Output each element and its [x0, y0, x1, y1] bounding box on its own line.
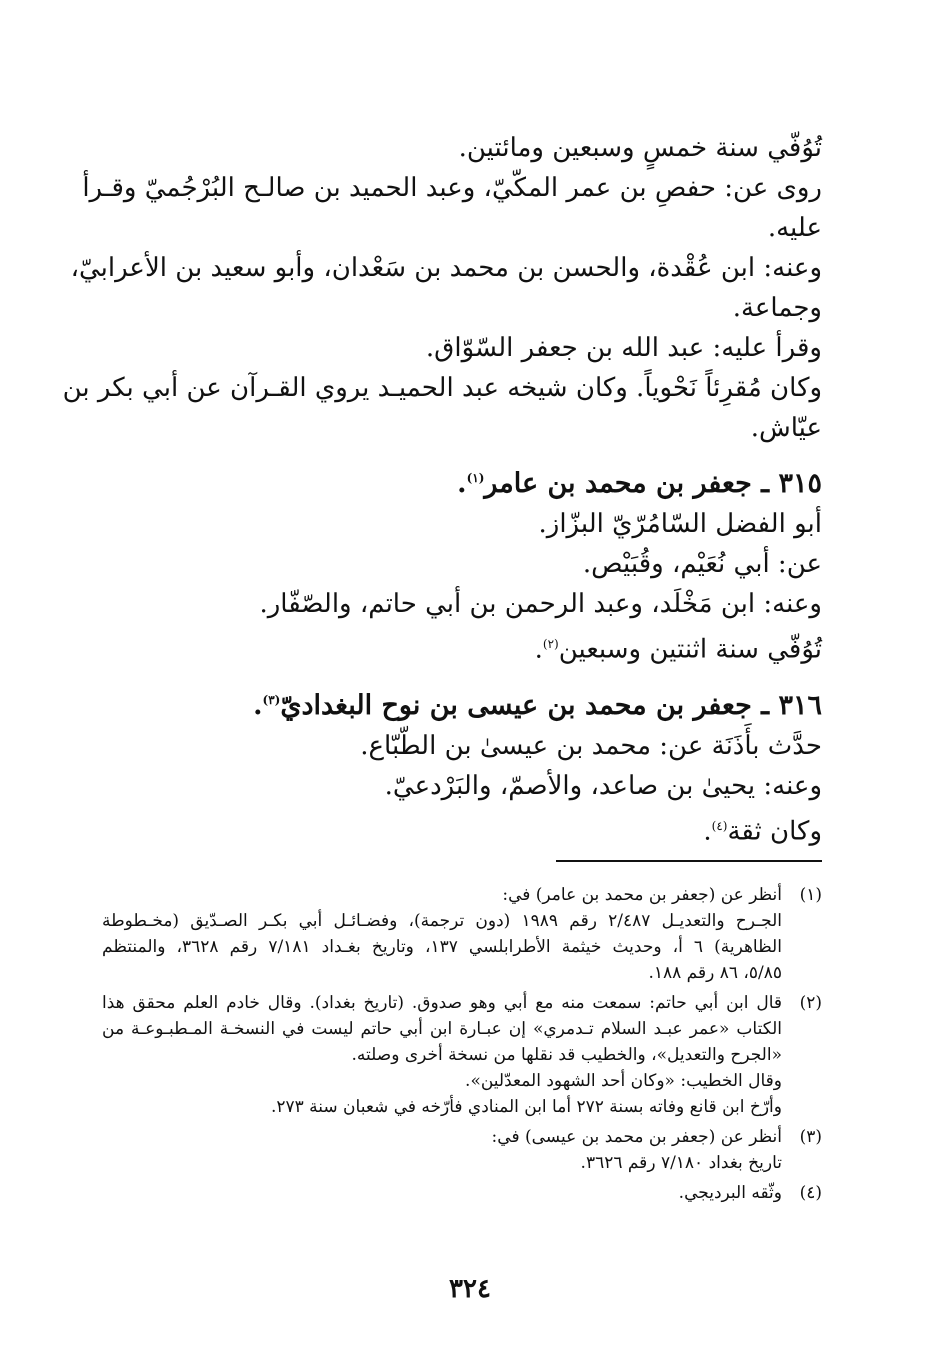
entry-title: ٣١٦ ـ جعفر بن محمد بن عيسى بن نوح البغداديّ: [280, 689, 822, 721]
text-line: أبو الفضل السّامُرّيّ البزّاز.: [538, 509, 822, 539]
footnote-4: [102, 1180, 822, 1206]
punctuation: .: [703, 816, 712, 847]
footnote-line: «الجرح والتعديل»، والخطيب قد نقلها من نسخة أخرى وصلته.: [351, 1045, 782, 1065]
main-text: [62, 128, 822, 851]
text-line: تُوُفّي سنة خمسٍ وسبعين ومائتين.: [458, 133, 822, 163]
footnote-line: الظاهرية) ٦ أ، وحديث خيثمة الأطرابلسي ١٣٧، وتاريخ بغـداد ٧/١٨١ رقم ٣٦٢٨، والمنتظم: [102, 937, 782, 957]
footnote-body: [102, 1124, 782, 1176]
footnote-number: (١): [799, 885, 822, 905]
footnote-2: [102, 990, 822, 1120]
footnote-line: قال ابن أبي حاتم: سمعت منه مع أبي وهو صدوق. (تاريخ بغداد). وقال خادم العلم محقق هذا: [102, 993, 782, 1013]
entry-heading-315: [102, 458, 822, 504]
text-line: وعنه: ابن مَخْلَد، وعبد الرحمن بن أبي حاتم، والصّفّار.: [259, 589, 822, 619]
footnote-body: [102, 990, 782, 1120]
text-line-with-note: [102, 624, 822, 670]
text-line: وعنه: يحيىٰ بن صاعد، والأصمّ، والبَرْدعيّ.: [384, 770, 822, 801]
punctuation: .: [253, 689, 263, 721]
text-line: عيّاش.: [750, 413, 822, 443]
footnote-ref: (٢): [542, 637, 559, 651]
footnote-line: أنظر عن (جعفر بن محمد بن عيسى) في:: [491, 1127, 782, 1147]
text-line: عليه.: [767, 213, 822, 243]
text-line: وعنه: ابن عُقْدة، والحسن بن محمد بن سَعْدان، وأبو سعيد بن الأعرابيّ،: [70, 253, 822, 283]
footnote-number: (٢): [799, 993, 822, 1013]
punctuation: .: [457, 468, 467, 499]
text-line: وكان مُقرِئاً نَحْوياً. وكان شيخه عبد الحميـد يروي القـرآن عن أبي بكر بن: [62, 373, 822, 403]
text-span: تُوُفّي سنة اثنتين وسبعين: [558, 634, 822, 665]
entry-title: ٣١٥ ـ جعفر بن محمد بن عامر: [484, 468, 822, 499]
footnote-ref: (٣): [262, 692, 281, 707]
footnote-line: وقال الخطيب: «وكان أحد الشهود المعدّلين».: [465, 1071, 782, 1091]
footnote-line: تاريخ بغداد ٧/١٨٠ رقم ٣٦٢٦.: [580, 1153, 782, 1173]
text-line: وقرأ عليه: عبد الله بن جعفر السّوّاق.: [425, 333, 822, 363]
text-line-with-note: [102, 806, 822, 852]
text-line: وجماعة.: [732, 293, 822, 323]
page-number: ٣٢٤: [449, 1274, 491, 1304]
text-line: روى عن: حفصِ بن عمر المكّيّ، وعبد الحميد بن صالـح البُرْجُميّ وقـرأ: [82, 173, 822, 203]
footnote-1: [102, 882, 822, 986]
text-line: عن: أبي نُعَيْم، وقُبَيْص.: [582, 549, 822, 579]
footnote-line: ٥/٨٥، ٨٦ رقم ١٨٨.: [648, 963, 782, 983]
entry-heading-316: [102, 680, 822, 726]
footnote-number: (٣): [799, 1127, 822, 1147]
footnotes: [102, 882, 822, 1206]
text-span: وكان ثقة: [727, 816, 822, 847]
footnote-line: الجـرح والتعديـل ٢/٤٨٧ رقم ١٩٨٩ (دون ترجمة)، وفضـائـل أبي بكـر الصـدّيق (مخـطوطة: [102, 911, 782, 931]
footnote-body: [102, 882, 782, 986]
footnote-line: أنظر عن (جعفر بن محمد بن عامر) في:: [502, 885, 782, 905]
footnote-body: [102, 1180, 782, 1206]
text-line: حدَّث بأَذَنَة عن: محمد بن عيسىٰ بن الطّبّاع.: [360, 730, 822, 761]
footnote-line: الكتاب «عمر عبـد السلام تـدمري» إن عبـارة ابن أبي حاتم ليست في النسخـة المـطبـوعـة من: [102, 1019, 782, 1039]
footnote-3: [102, 1124, 822, 1176]
footnote-line: وثّقه البرديجي.: [678, 1183, 782, 1203]
footnote-ref: (٤): [711, 818, 728, 833]
footnote-separator: [556, 860, 822, 862]
footnote-line: وأرّخ ابن قانع وفاته بسنة ٢٧٢ أما ابن المنادي فأرّخه في شعبان سنة ٢٧٣.: [270, 1097, 782, 1117]
footnote-ref: (١): [466, 471, 485, 485]
footnote-number: (٤): [799, 1183, 822, 1203]
punctuation: .: [534, 634, 543, 665]
